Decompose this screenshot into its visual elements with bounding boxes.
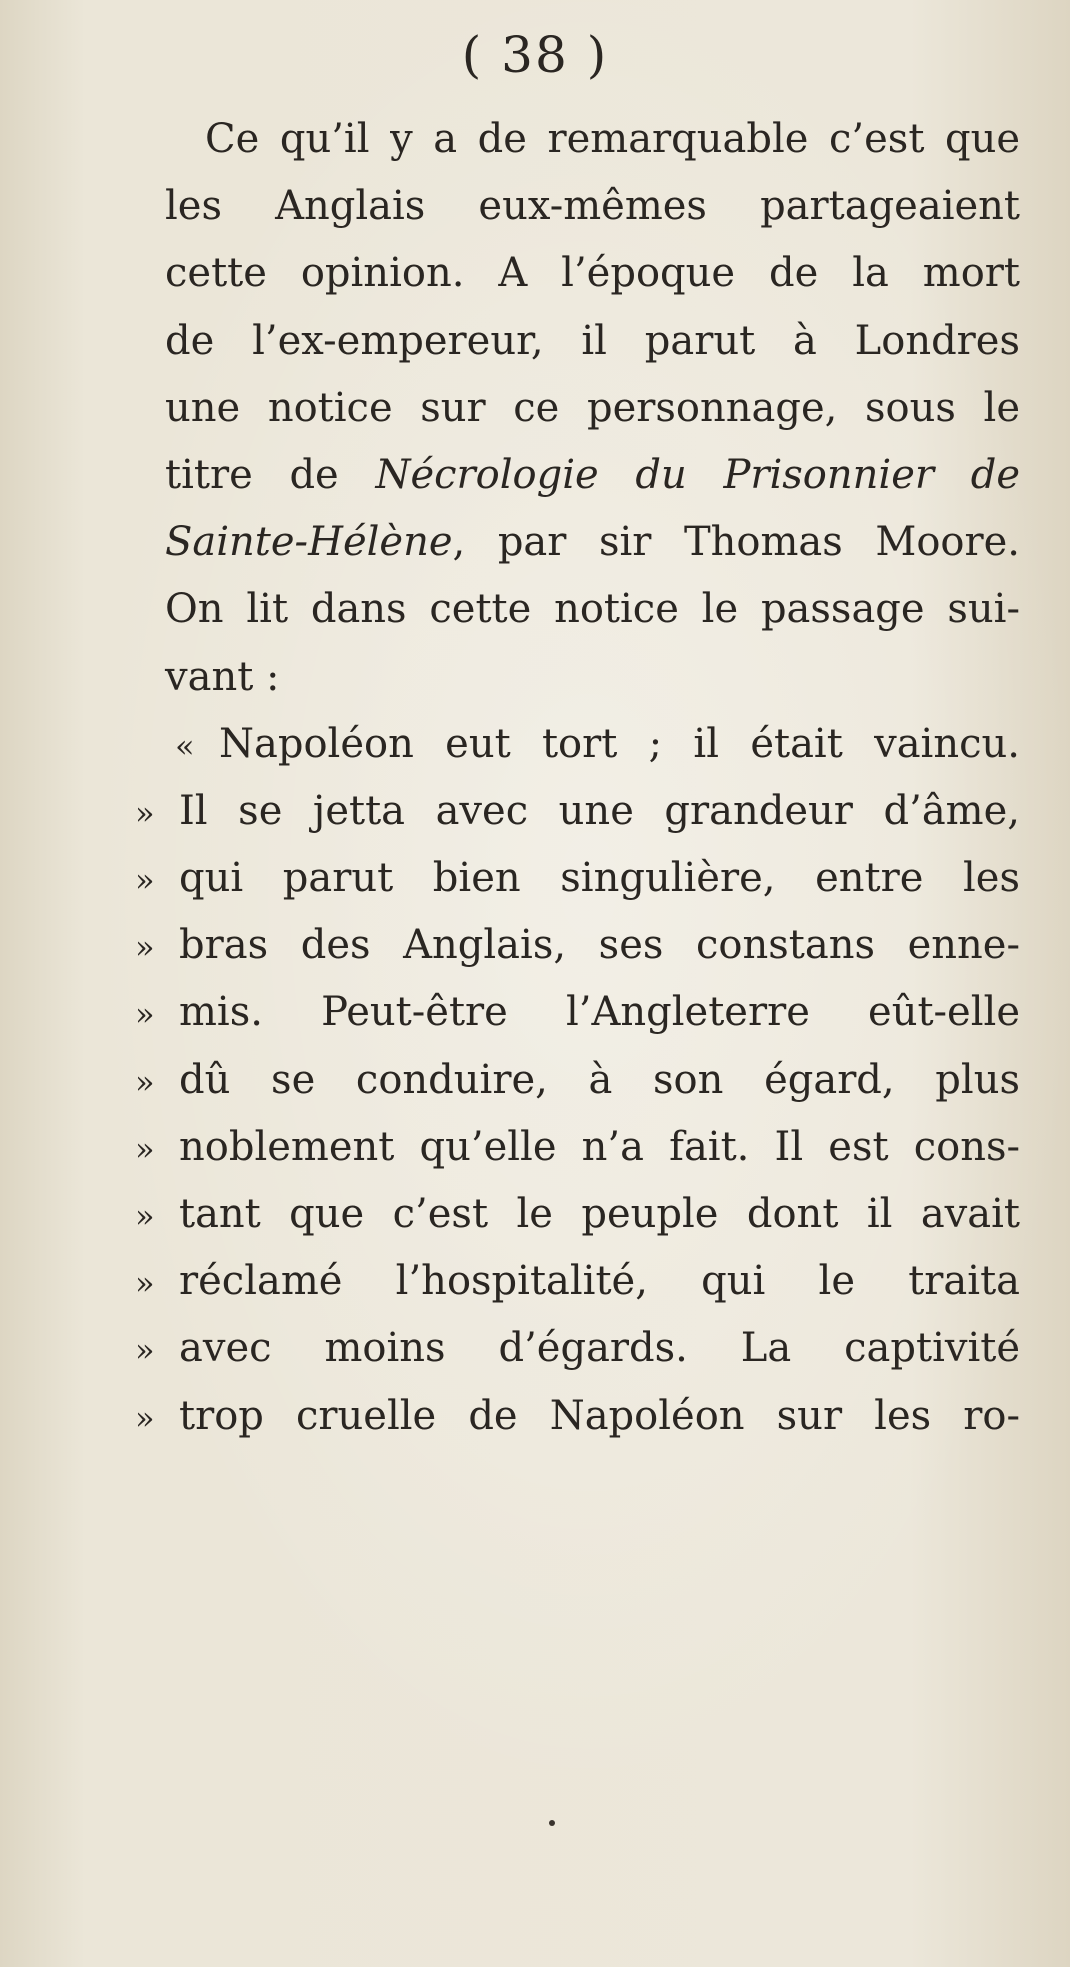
italic-title: Nécrologie du Prisonnier de [375,451,1020,498]
text-segment: titre de [165,451,376,498]
page-number: ( 38 ) [461,26,609,84]
text-line [165,509,1020,576]
quote-line: » qui parut bien singulière, entre les [135,845,1020,912]
quote-mark: » [135,1331,155,1370]
quote-line: » noblement qu’elle n’a fait. Il est cons- [135,1114,1020,1181]
quote-mark: » [135,1264,155,1303]
quote-mark: » [135,1197,155,1235]
quote-mark: » [135,928,155,967]
text-line: Ce qu’il y a de remarquable c’est que [205,116,1020,162]
body-text [135,106,1020,1450]
text-segment: , par sir Thomas Moore. [452,519,1020,566]
text-line: vant : [165,653,280,700]
quote-line: » tant que c’est le peuple dont il avait [135,1181,1020,1248]
ink-dot [549,1820,555,1826]
quote-mark: » [135,1129,155,1168]
quote-mark-open: « [175,726,195,765]
quote-mark: » [135,1398,155,1437]
text-line: de l’ex-empereur, il parut à Londres [165,317,1020,364]
quote-line: » bras des Anglais, ses constans enne- [135,912,1020,979]
text-line: On lit dans cette notice le passage sui- [165,586,1020,633]
italic-title: Sainte-Hélène [165,519,453,566]
quote-line: » réclamé l’hospitalité, qui le traita [135,1248,1020,1315]
quote-line: « Napoléon eut tort ; il était vaincu. [135,711,1020,778]
quote-line: » dû se conduire, à son égard, plus [135,1047,1020,1114]
quote-mark: » [135,861,155,900]
quote-mark: » [135,793,155,832]
text-line: cette opinion. A l’époque de la mort [165,250,1020,297]
text-line: les Anglais eux-mêmes partageaient [165,183,1020,230]
quote-line: » avec moins d’égards. La captivité [135,1315,1020,1382]
quote-mark: » [135,995,155,1034]
quote-mark: » [135,1062,155,1101]
text-line [165,442,1020,509]
text-line: une notice sur ce personnage, sous le [165,384,1020,431]
quote-line: » trop cruelle de Napoléon sur les ro- [135,1383,1020,1450]
quote-line: » mis. Peut-être l’Angleterre eût-elle [135,979,1020,1046]
quote-line: » Il se jetta avec une grandeur d’âme, [135,778,1020,845]
